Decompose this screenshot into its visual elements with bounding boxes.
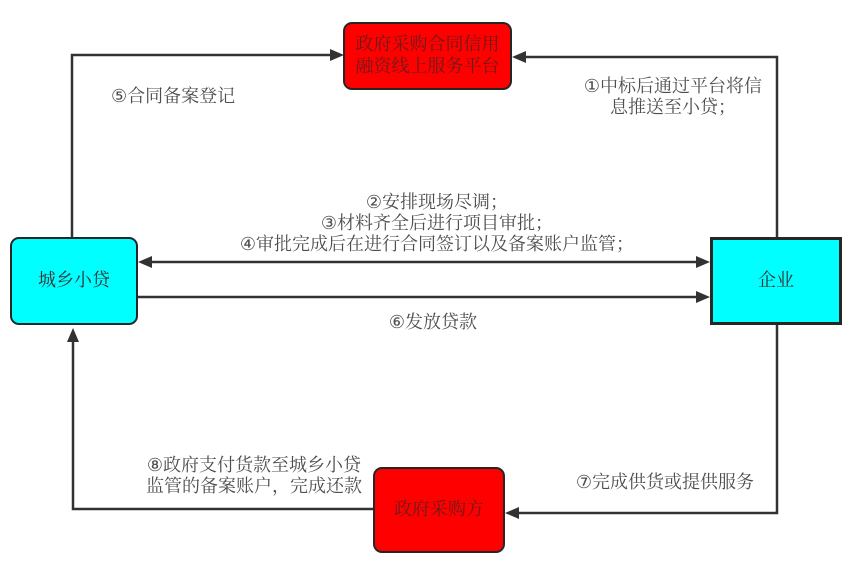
edge-label-step7: ⑦完成供货或提供服务	[575, 472, 755, 493]
edge-step6-arrow	[138, 291, 710, 303]
edge-label-step5: ⑤合同备案登记	[111, 86, 236, 107]
node-platform	[343, 22, 512, 90]
edge-steps2to4-arrow	[138, 256, 710, 268]
node-purchaser-label: 政府采购方	[394, 499, 484, 520]
edge-label-step1: ①中标后通过平台将信 息推送至小贷；	[583, 76, 763, 118]
node-lender	[10, 237, 138, 325]
node-lender-label: 城乡小贷	[38, 270, 110, 291]
edge-label-steps2to4: ②安排现场尽调； ③材料齐全后进行项目审批； ④审批完成后在进行合同签订以及备案账户监管；	[239, 192, 635, 255]
node-purchaser	[373, 467, 505, 553]
edge-label-step8: ⑧政府支付货款至城乡小贷 监管的备案账户，完成还款	[146, 455, 362, 497]
node-platform-label: 政府采购合同信用 融资线上服务平台	[355, 34, 500, 77]
edge-label-step6: ⑥发放贷款	[388, 312, 478, 333]
node-enterprise	[710, 237, 842, 325]
node-enterprise-label: 企业	[758, 270, 794, 291]
